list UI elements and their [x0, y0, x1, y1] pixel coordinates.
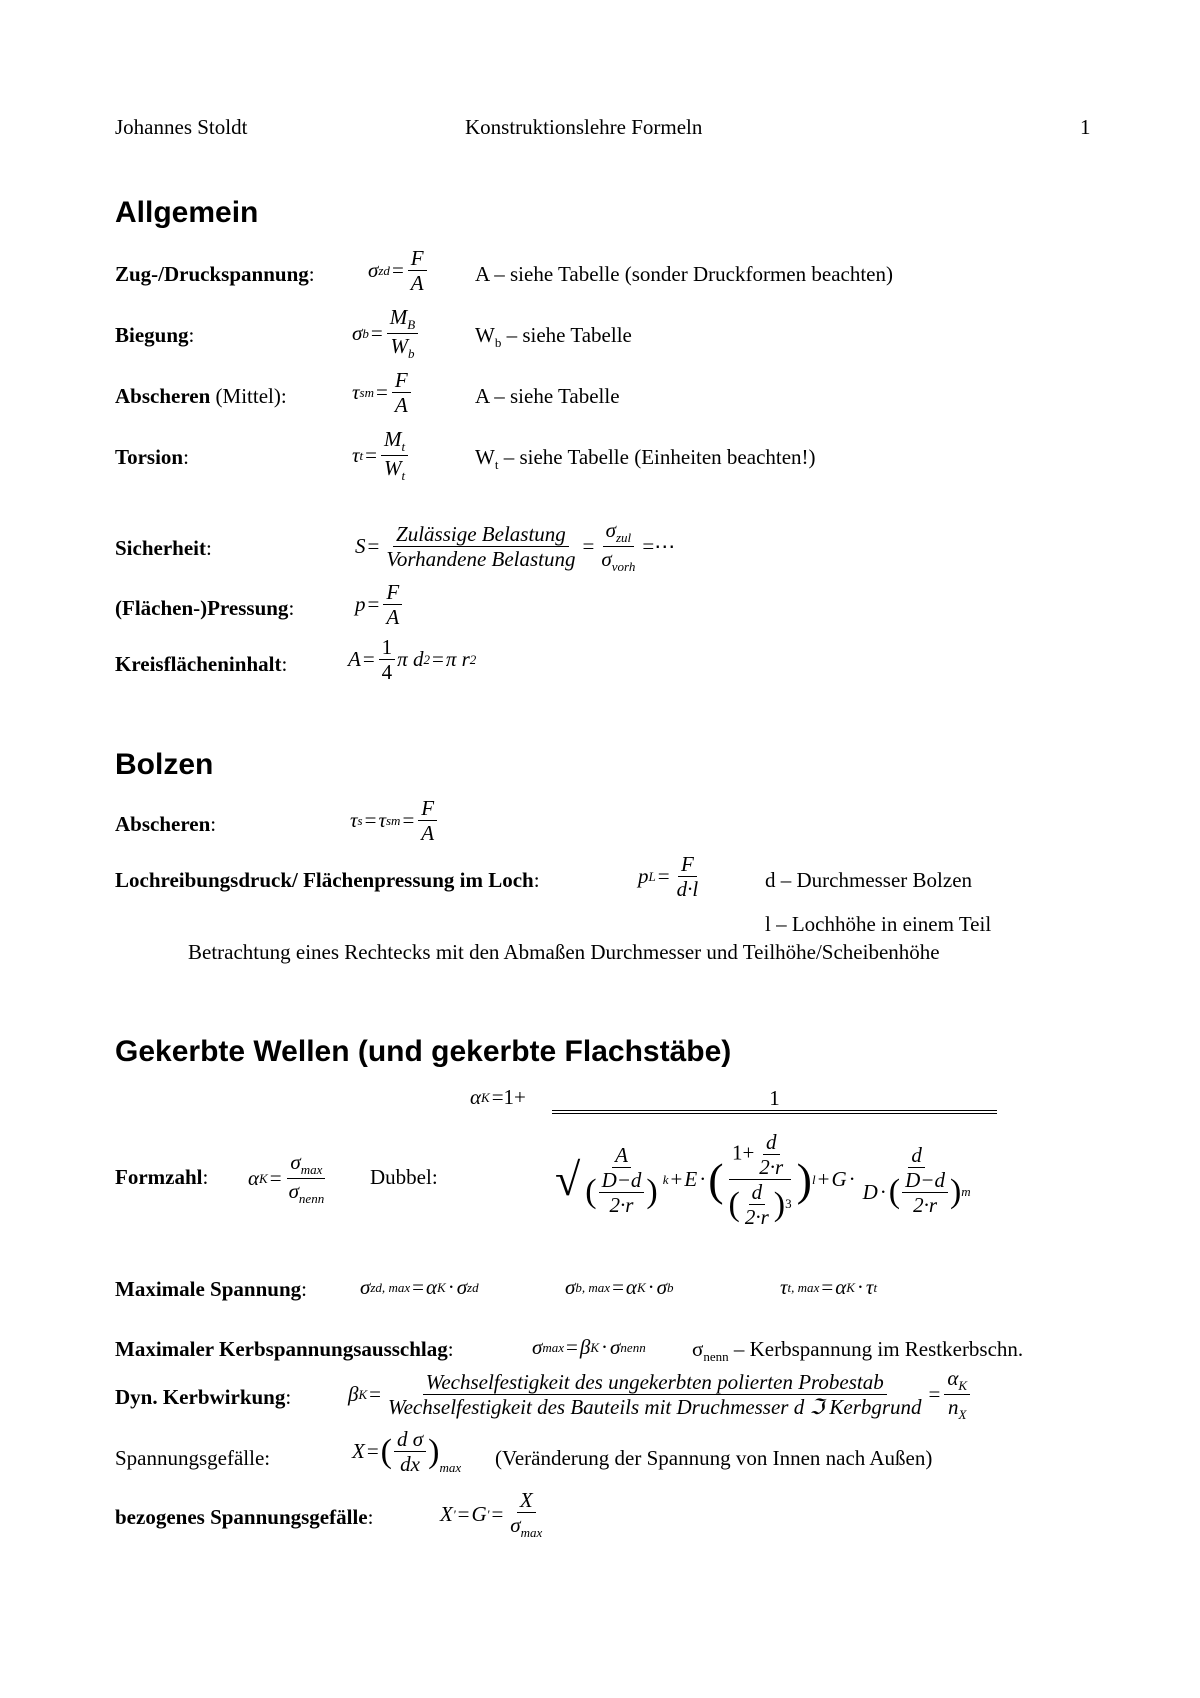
header-title: Konstruktionslehre Formeln	[465, 115, 703, 139]
formula-pressung: p = $\frac{F}{A}$	[355, 580, 404, 629]
formula-spannungsgefaelle: X = ( d σ dx ) $_{max}$	[352, 1427, 462, 1477]
note-spannungsgefaelle: (Veränderung der Spannung von Innen nach Außen)	[495, 1446, 933, 1470]
formula-formzahl: α K = $\sigma_{max}$ $\sigma_{nenn}$	[248, 1150, 325, 1207]
formula-bezogenes-gefaelle: X ' = G ' = X $\sigma_{max}$	[440, 1488, 543, 1541]
formula-kerbspannung: σ max = β K · σ nenn	[532, 1335, 646, 1359]
note-bolzen-d: d – Durchmesser Bolzen	[765, 868, 973, 892]
heading-bolzen: Bolzen	[115, 748, 214, 781]
formula-bolzen-abscheren: τ s = τ sm = $\frac{F}{A}$	[350, 796, 439, 845]
header-page-number: 1	[1080, 115, 1091, 139]
formula-zug: σ zd = $\frac{F}{A}$	[368, 246, 429, 295]
dubbel-numerator: 1	[769, 1086, 780, 1110]
formula-kreis: A = $\frac{1}{4}$ π d 2 = π r 2	[348, 635, 477, 685]
formula-max-t: τ t, max = α K · τ t	[780, 1275, 878, 1299]
formula-lochreibung: p L = $\frac{F}{d\cdot l}$	[638, 852, 699, 902]
label-bezogenes-spannungsgefaelle: bezogenes Spannungsgefälle:	[115, 1505, 374, 1529]
label-pressung: (Flächen-)Pressung:	[115, 596, 295, 620]
note-zug: A – siehe Tabelle (sonder Druckformen beachten)	[475, 262, 893, 286]
note-kerbspannung: $\sigma_{nenn}$ – Kerbspannung im Restkerbschn.	[692, 1337, 1024, 1365]
heading-gekerbte-wellen: Gekerbte Wellen (und gekerbte Flachstäbe)	[115, 1035, 732, 1068]
label-biegung: Biegung:	[115, 323, 195, 347]
formula-abscheren: τ sm = $\frac{F}{A}$	[352, 368, 413, 417]
note-bolzen-l: l – Lochhöhe in einem Teil	[765, 912, 992, 936]
formula-sicherheit: S = Zulässige Belastung Vorhandene Belastung = $\sigma_{zul}$ $\sigma_{vorh}$ =⋯	[355, 518, 676, 575]
label-zug: Zug-/Druckspannung:	[115, 262, 315, 286]
formula-max-zd: σ zd, max = α K · σ zd	[360, 1275, 479, 1299]
label-bolzen-abscheren: Abscheren:	[115, 812, 217, 836]
formula-dubbel-top: α K =1+	[470, 1085, 526, 1109]
note-abscheren: A – siehe Tabelle	[475, 384, 620, 408]
label-sicherheit: Sicherheit:	[115, 536, 212, 560]
label-abscheren: Abscheren (Mittel):	[115, 384, 287, 408]
label-maximale-spannung: Maximale Spannung:	[115, 1277, 307, 1301]
label-formzahl: Formzahl:	[115, 1165, 209, 1189]
label-spannungsgefaelle: Spannungsgefälle:	[115, 1446, 271, 1470]
note-biegung: $W_b$ – siehe Tabelle	[475, 323, 632, 351]
formula-dyn-kerbwirkung: β K = Wechselfestigkeit des ungekerbten polierten Probestab Wechselfestigkeit des Bauteils mit Druchmesser d ℑ Kerbgrund = $\frac{\alpha_K}{n_X}$	[348, 1366, 972, 1423]
label-kerbspannungsausschlag: Maximaler Kerbspannungsausschlag:	[115, 1337, 454, 1361]
header-author: Johannes Stoldt	[115, 115, 248, 139]
heading-allgemein: Allgemein	[115, 196, 259, 229]
label-torsion: Torsion:	[115, 445, 189, 469]
label-dubbel: Dubbel:	[370, 1165, 438, 1189]
note-betrachtung: Betrachtung eines Rechtecks mit den Abmaßen Durchmesser und Teilhöhe/Scheibenhöhe	[188, 940, 940, 964]
formula-torsion: τ t = $\frac{M_t}{W_t}$	[352, 427, 410, 484]
label-kreis: Kreisflächeninhalt:	[115, 652, 288, 676]
dubbel-fraction-bar	[552, 1110, 997, 1114]
note-torsion: $W_t$ – siehe Tabelle (Einheiten beachten!)	[475, 445, 816, 473]
formula-biegung: σ b = $\frac{M_B}{W_b}$	[352, 305, 420, 362]
label-lochreibung: Lochreibungsdruck/ Flächenpressung im Loch:	[115, 868, 540, 892]
label-dyn-kerbwirkung: Dyn. Kerbwirkung:	[115, 1385, 292, 1409]
formula-dubbel-denominator: √ A ( D−d 2·r ) k + E · ( 1+ $\frac{d}{2\cdot r}$ ( d 2·r ) 3 ) l + G · d D · ( D−d 2·r ) m	[555, 1130, 971, 1230]
formula-max-b: σ b, max = α K · σ b	[565, 1275, 674, 1299]
